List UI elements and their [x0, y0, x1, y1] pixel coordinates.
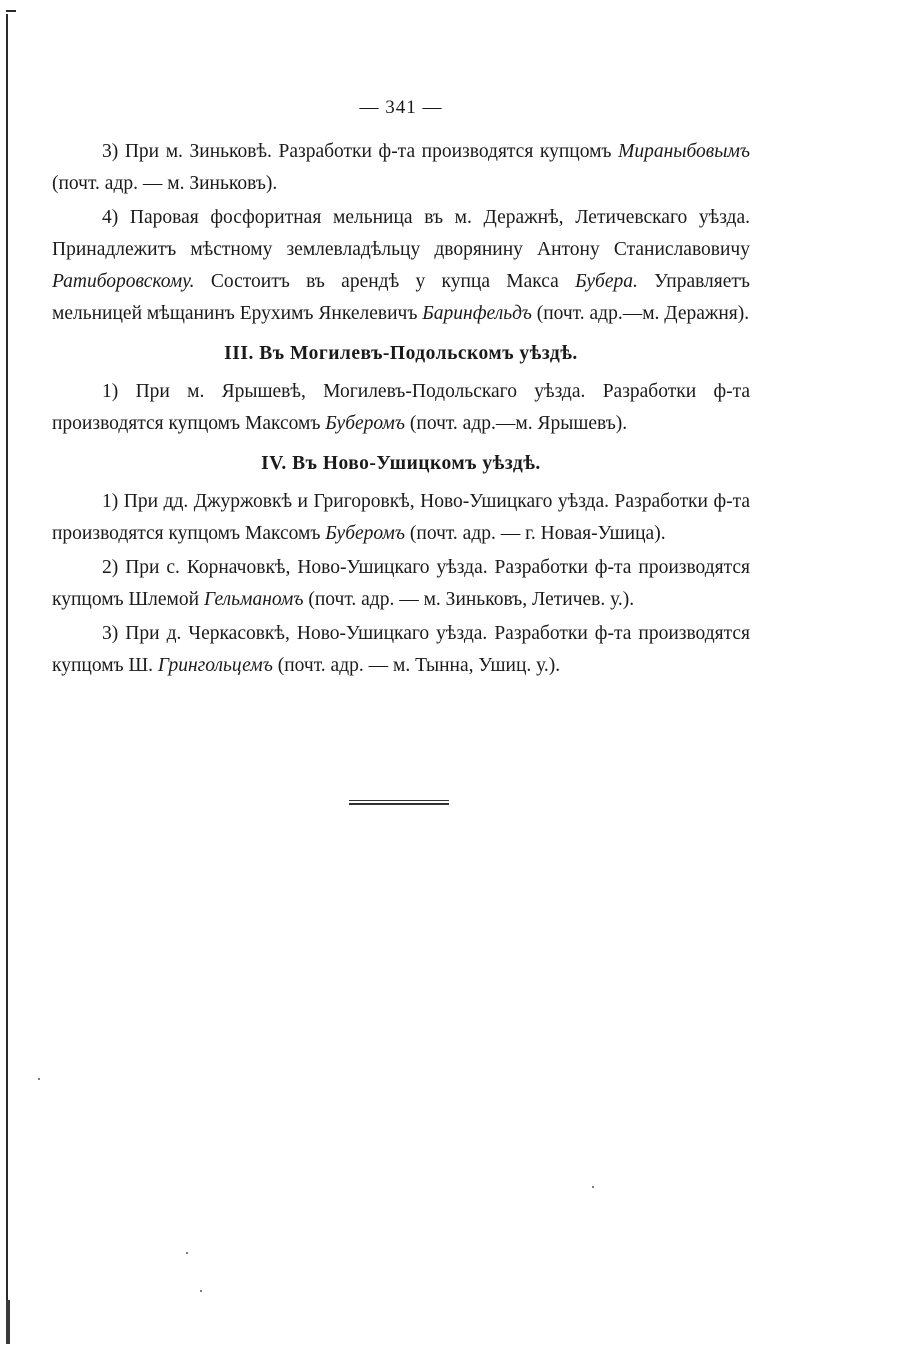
section-heading: IV. Въ Ново-Ушицкомъ уѣздѣ.	[261, 453, 541, 474]
entry-text: При с. Корначовкѣ, Ново-Ушицкаго уѣзда. Разработки ф-та производятся купцомъ Шлемой	[52, 557, 750, 610]
scan-speck	[186, 1252, 188, 1254]
entry-text: При м. Зиньковѣ. Разработки ф-та производятся купцомъ	[124, 141, 612, 162]
merchant-name: Буберомъ	[325, 523, 406, 544]
entry-address: (почт. адр. — м. Зиньковъ).	[52, 173, 278, 194]
merchant-name: Бубера.	[575, 271, 638, 292]
entry-address: (почт. адр. — м. Зиньковъ, Летичев. у.).	[308, 589, 635, 610]
entry-paragraph	[52, 202, 750, 330]
scan-speck	[38, 1078, 40, 1080]
entry-number: 1)	[102, 491, 119, 512]
entry-number: 2)	[102, 557, 119, 578]
binding-edge-line	[6, 14, 8, 1342]
manager-name: Баринфельдъ	[422, 303, 532, 324]
entry-address: (почт. адр.—м. Деражня).	[536, 303, 750, 324]
scan-speck	[592, 1186, 594, 1188]
entry-number: 1)	[102, 381, 119, 402]
scan-speck	[200, 1290, 202, 1292]
entry-paragraph	[52, 376, 750, 440]
rule-line-thick	[349, 803, 449, 805]
entry-number: 3)	[102, 141, 119, 162]
entry-text: Управляетъ мельницей мѣщанинъ Ерухимъ Янкелевичъ	[52, 271, 751, 324]
entry-text: При дд. Джуржовкѣ и Григоровкѣ, Ново-Ушицкаго уѣзда. Разработки ф-та производятся купцомъ Максомъ	[52, 491, 751, 544]
merchant-name: Грингольцемъ	[157, 655, 273, 676]
entry-paragraph	[52, 486, 750, 550]
page-body	[52, 92, 750, 682]
section-heading: III. Въ Могилевъ-Подольскомъ уѣздѣ.	[224, 343, 578, 364]
entry-text: При д. Черкасовкѣ, Ново-Ушицкаго уѣзда. Разработки ф-та производятся купцомъ Ш.	[52, 623, 750, 676]
binding-edge-foot	[6, 1300, 10, 1344]
entry-text: Паровая фосфоритная мельница въ м. Деражнѣ, Летичевскаго уѣзда. Принадлежитъ мѣстному землевладѣльцу дворянину Антону Станиславовичу	[52, 207, 751, 260]
entry-text: При м. Ярышевѣ, Могилевъ-Подольскаго уѣзда. Разработки ф-та производятся купцомъ Максомъ	[52, 381, 750, 434]
entry-address: (почт. адр.—м. Ярышевъ).	[409, 413, 628, 434]
section-end-rule	[349, 800, 449, 805]
entry-paragraph	[52, 618, 750, 682]
merchant-name: Буберомъ	[325, 413, 406, 434]
owner-name: Ратиборовскому.	[52, 271, 195, 292]
entry-paragraph	[52, 136, 750, 200]
entry-address: (почт. адр. — г. Новая-Ушица).	[409, 523, 666, 544]
merchant-name: Гельманомъ	[203, 589, 304, 610]
merchant-name: Мираныбовымъ	[618, 141, 751, 162]
entry-text: Состоитъ въ арендѣ у купца Макса	[210, 271, 559, 292]
rule-line-thin	[349, 800, 449, 801]
page-number: — 341 —	[359, 97, 443, 118]
entry-paragraph	[52, 552, 750, 616]
entry-number: 3)	[102, 623, 119, 644]
entry-address: (почт. адр. — м. Тынна, Ушиц. у.).	[277, 655, 561, 676]
binding-edge-tick	[6, 10, 16, 12]
entry-number: 4)	[102, 207, 119, 228]
